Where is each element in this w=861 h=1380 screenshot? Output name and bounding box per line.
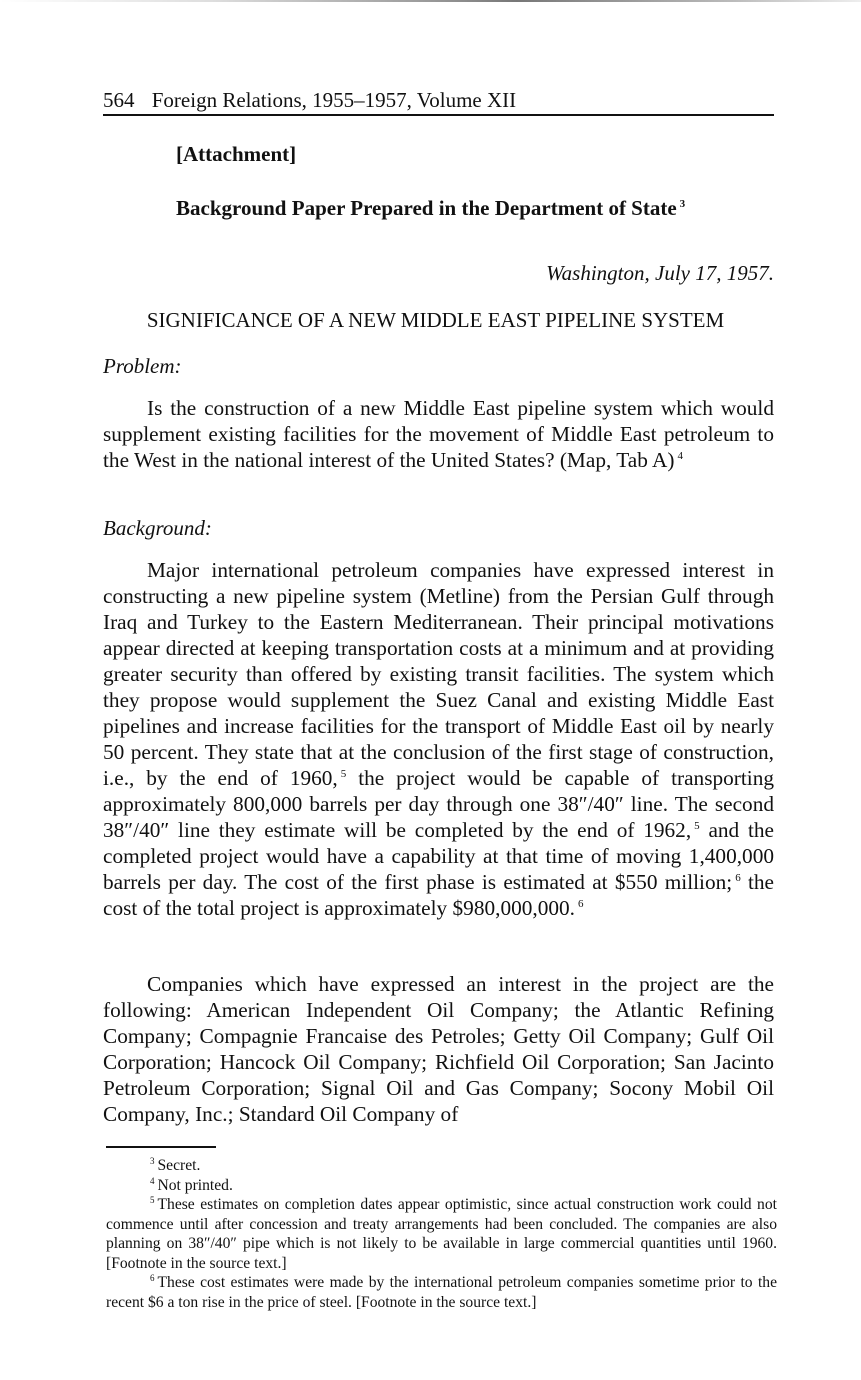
paragraph-text: and the completed project would have a capability at that time of moving 1,400,000 barrels per day. The cost of the first phase is estimated at $550 million; xyxy=(103,818,775,894)
footnote-divider xyxy=(106,1146,216,1148)
paragraph-text: the project would be capable of transporting approximately 800,000 barrels per day through one 38″/40″ line. The second 38″/40″ line they estimate will be completed by the end of 1962, xyxy=(103,766,774,842)
footnote-ref: 3 xyxy=(679,198,686,210)
footnote-3 xyxy=(106,1156,777,1176)
problem-paragraph xyxy=(103,395,774,473)
footnote-5 xyxy=(106,1195,777,1273)
running-header xyxy=(103,88,774,116)
subject-text: SIGNIFICANCE OF A NEW MIDDLE EAST PIPELINE SYSTEM xyxy=(146,308,725,332)
subject-heading xyxy=(0,308,861,333)
scan-top-edge xyxy=(0,0,861,2)
background-label: Background: xyxy=(103,516,212,540)
footnote-number: 4 xyxy=(150,1175,155,1186)
footnote-6 xyxy=(106,1273,777,1312)
problem-label: Problem: xyxy=(103,354,182,378)
background-paragraph-2: Companies which have expressed an interest in the project are the following: American Independent Oil Company; the Atlantic Refining Company; Compagnie Francaise des Petroles; Getty Oil Company; Gulf Oil Corporation; Hancock Oil Company; Richfield Oil Corporation; San Jacinto Petroleum Corporation; Signal Oil and Gas Company; Socony Mobil Oil Company, Inc.; Standard Oil Company of xyxy=(103,972,774,1126)
attachment-label: [Attachment] xyxy=(176,142,297,166)
footnote-text: Not printed. xyxy=(157,1177,233,1194)
footnote-number: 3 xyxy=(150,1155,155,1166)
document-title xyxy=(176,196,685,221)
paragraph-text: Major international petroleum companies have expressed interest in constructing a new pipeline system (Metline) from the Persian Gulf through Iraq and Turkey to the Eastern Mediterranean. Their principal motivations appear directed at keeping transportation costs at a minimum and at providing greater security than offered by existing transit facilities. The system which they propose would supplement the Suez Canal and existing Middle East pipelines and increase facilities for the transport of Middle East oil by nearly 50 percent. They state that at the conclusion of the first stage of construction, i.e., by the end of 1960, xyxy=(103,558,774,790)
footnote-ref: 5 xyxy=(694,819,700,832)
page-number: 564 xyxy=(103,88,135,112)
paragraph-text: the cost of the total project is approximately $980,000,000. xyxy=(103,870,774,920)
dateline: Washington, July 17, 1957. xyxy=(546,261,774,285)
document-title-text: Background Paper Prepared in the Department of State xyxy=(176,196,677,220)
background-paragraph-1 xyxy=(103,557,774,921)
footnote-ref: 5 xyxy=(340,767,347,780)
footnote-text: These cost estimates were made by the international petroleum companies sometime prior to the recent $6 a ton rise in the price of steel. [Footnote in the source text.] xyxy=(106,1274,777,1311)
footnote-text: Secret. xyxy=(157,1157,201,1174)
problem-text: Is the construction of a new Middle East pipeline system which would supplement existing facilities for the movement of Middle East petroleum to the West in the national interest of the United States? (Map, Tab A) xyxy=(103,396,774,472)
running-title: Foreign Relations, 1955–1957, Volume XII xyxy=(151,88,517,112)
footnote-number: 5 xyxy=(150,1194,155,1205)
footnote-text: These estimates on completion dates appear optimistic, since actual construction work could not commence until after concession and treaty arrangements had been concluded. The companies are also planning on 38″/40″ pipe which is not likely to be available in large commercial quantities until 1960. [Footnote in the source text.] xyxy=(106,1196,777,1272)
footnote-ref: 6 xyxy=(735,871,741,884)
footnote-ref: 6 xyxy=(577,897,584,910)
footnote-number: 6 xyxy=(150,1272,155,1283)
footnote-4 xyxy=(106,1176,777,1196)
footnote-ref: 4 xyxy=(677,449,683,462)
